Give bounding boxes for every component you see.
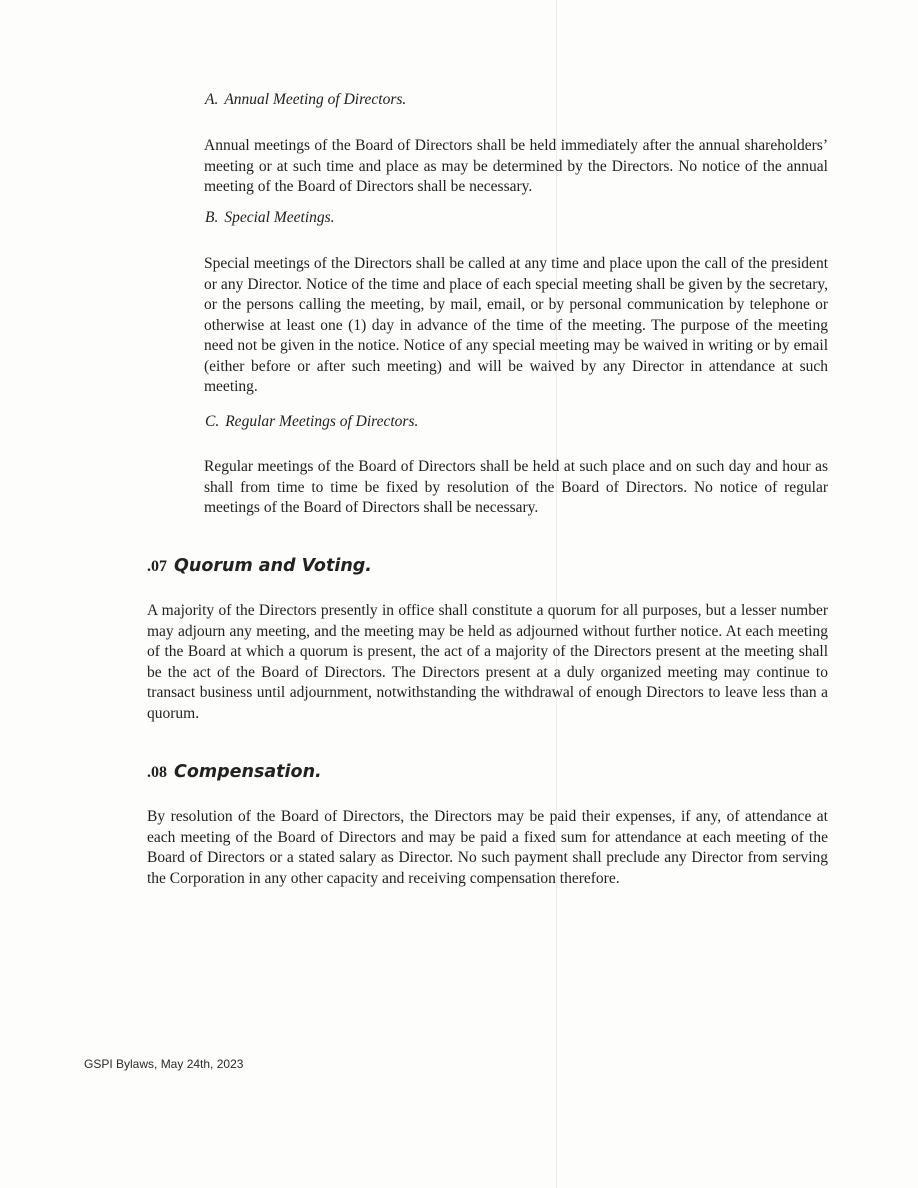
section-number: .07 <box>147 558 167 575</box>
paragraph-regular-meetings: Regular meetings of the Board of Directors shall be held at such place and on such day and hour as shall from time to time be fixed by resolution of the Board of Directors. No notice of regular meetings of the Board of Directors shall be necessary. <box>204 458 828 516</box>
section-number: .08 <box>147 764 167 781</box>
subsection-title: Regular Meetings of Directors. <box>225 413 419 430</box>
subsection-letter: B. <box>205 209 219 226</box>
subsection-heading-special-meetings <box>205 209 335 227</box>
paragraph-compensation: By resolution of the Board of Directors, the Directors may be paid their expenses, if any, of attendance at each meeting of the Board of Directors and may be paid a fixed sum for attendance at each meeting of the Board of Directors or a stated salary as Director. No such payment shall preclude any Director from serving the Corporation in any other capacity and receiving compensation therefore. <box>147 808 828 887</box>
subsection-title: Special Meetings. <box>224 209 335 226</box>
section-title: Compensation. <box>174 762 322 782</box>
paragraph-annual-meeting: Annual meetings of the Board of Directors shall be held immediately after the annual shareholders’ meeting or at such time and place as may be determined by the Directors. No notice of the annual meeting of the Board of Directors shall be necessary. <box>204 137 828 195</box>
subsection-letter: A. <box>205 91 219 108</box>
paragraph-special-meetings: Special meetings of the Directors shall be called at any time and place upon the call of the president or any Director. Notice of the time and place of each special meeting shall be given by the secretary, or the persons calling the meeting, by mail, email, or by personal communication by telephone or otherwise at least one (1) day in advance of the time of the meeting. The purpose of the meeting need not be given in the notice. Notice of any special meeting may be waived in writing or by email (either before or after such meeting) and will be waived by any Director in attendance at such meeting. <box>204 255 828 395</box>
section-title: Quorum and Voting. <box>174 556 372 576</box>
section-heading-quorum <box>147 551 372 578</box>
subsection-title: Annual Meeting of Directors. <box>224 91 407 108</box>
subsection-heading-regular-meetings <box>205 413 418 431</box>
paragraph-quorum: A majority of the Directors presently in office shall constitute a quorum for all purposes, but a lesser number may adjourn any meeting, and the meeting may be held as adjourned without further notice. At each meeting of the Board at which a quorum is present, the act of a majority of the Directors present at the meeting shall be the act of the Board of Directors. The Directors present at a duly organized meeting may continue to transact business until adjournment, notwithstanding the withdrawal of enough Directors to leave less than a quorum. <box>147 602 828 722</box>
section-heading-compensation <box>147 757 322 784</box>
subsection-letter: C. <box>205 413 220 430</box>
page-footer: GSPI Bylaws, May 24th, 2023 <box>84 1057 244 1071</box>
subsection-heading-annual-meeting <box>205 91 406 109</box>
